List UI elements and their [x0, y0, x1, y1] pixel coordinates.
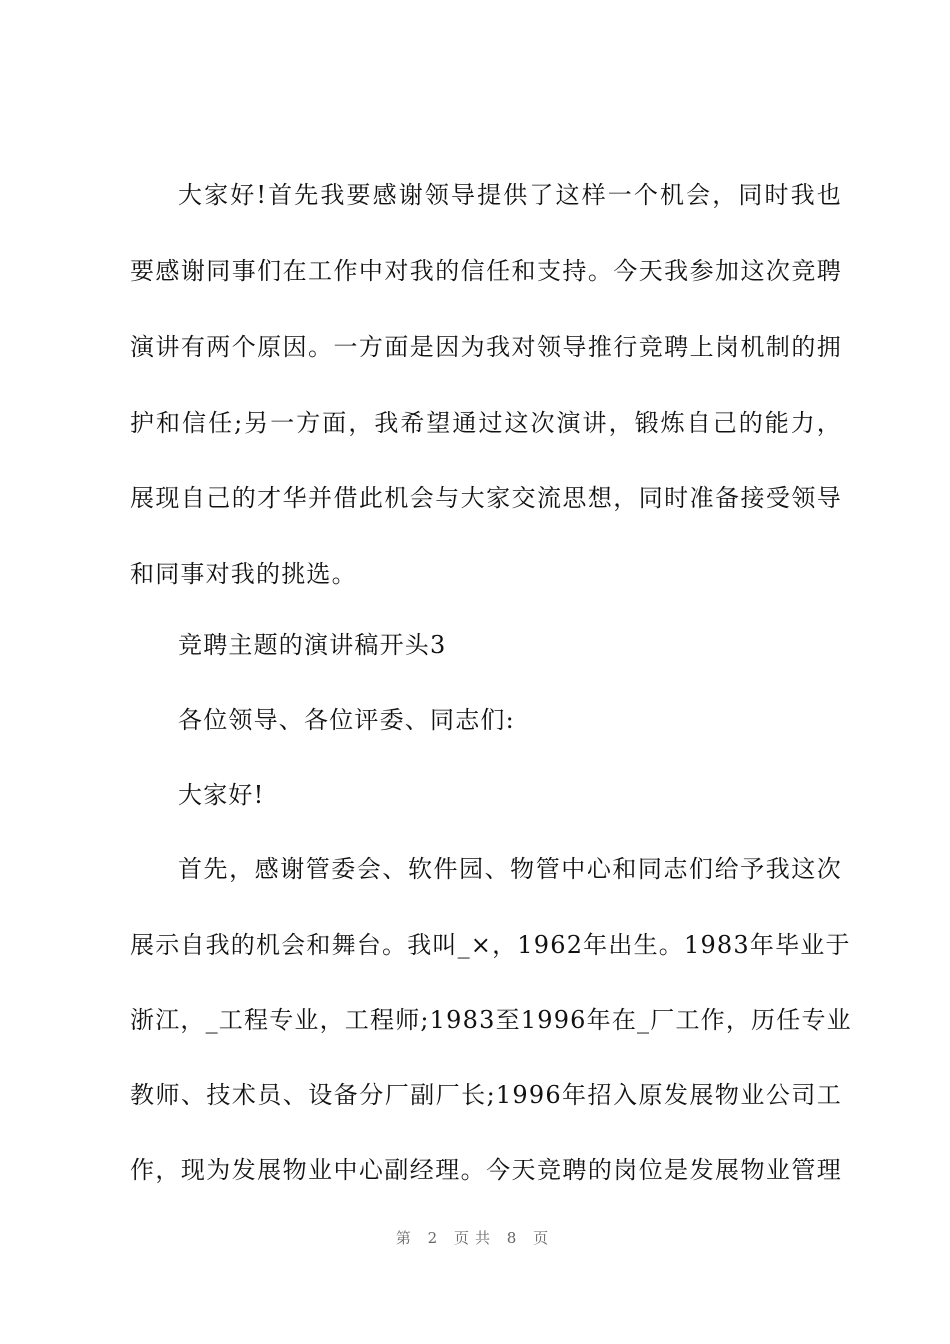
- paragraph-line: 展示自我的机会和舞台。我叫_×，1962年出生。1983年毕业于: [130, 931, 851, 959]
- paragraph-line: 作，现为发展物业中心副经理。今天竞聘的岗位是发展物业管理: [130, 1156, 842, 1184]
- paragraph-line: 首先，感谢管委会、软件园、物管中心和同志们给予我这次: [178, 855, 842, 883]
- paragraph-line: 展现自己的才华并借此机会与大家交流思想，同时准备接受领导: [130, 484, 842, 512]
- page-number-footer: 第 2 页共 8 页: [395, 1229, 555, 1247]
- paragraph-line: 护和信任;另一方面，我希望通过这次演讲，锻炼自己的能力，: [130, 409, 842, 437]
- paragraph-line: 教师、技术员、设备分厂副厂长;1996年招入原发展物业公司工: [130, 1081, 842, 1109]
- paragraph-line: 大家好!首先我要感谢领导提供了这样一个机会，同时我也: [178, 181, 842, 209]
- paragraph-line: 和同事对我的挑选。: [130, 560, 357, 588]
- paragraph-line: 演讲有两个原因。一方面是因为我对领导推行竞聘上岗机制的拥: [130, 333, 842, 361]
- section-heading: 竞聘主题的演讲稿开头3: [178, 631, 447, 659]
- paragraph-line: 浙江，_工程专业，工程师;1983至1996年在_厂工作，历任专业: [130, 1006, 852, 1034]
- greeting: 大家好!: [178, 781, 265, 809]
- paragraph-line: 要感谢同事们在工作中对我的信任和支持。今天我参加这次竞聘: [130, 257, 842, 285]
- salutation: 各位领导、各位评委、同志们:: [178, 706, 515, 734]
